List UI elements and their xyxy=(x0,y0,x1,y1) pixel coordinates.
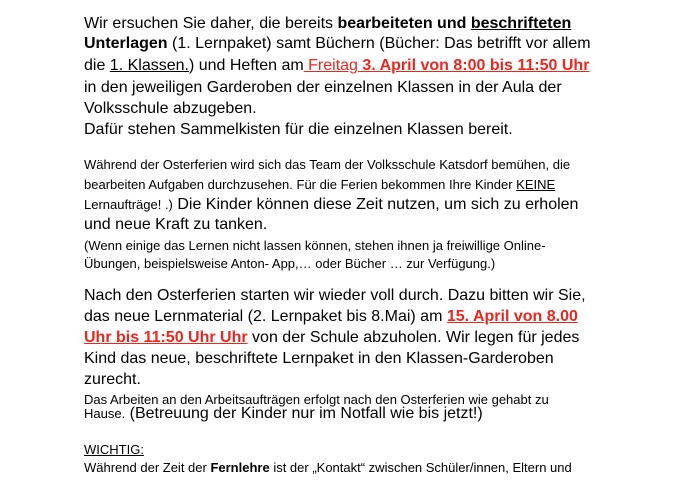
para3-line1: Nach den Osterferien starten wir wieder voll durch. Dazu bitten wir Sie, xyxy=(84,287,586,304)
para1-line2: Unterlagen (1. Lernpaket) samt Büchern (Bücher: Das betrifft vor allem xyxy=(84,35,591,52)
para3-line7: Hause. (Betreuung der Kinder nur im Notfall wie bis jetzt!) xyxy=(84,405,483,422)
para2-line4: und neue Kraft zu tanken. xyxy=(84,216,268,233)
para3-line3: Uhr bis 11:50 Uhr Uhr von der Schule abzuholen. Wir legen für jedes xyxy=(84,329,580,346)
important-heading: WICHTIG: xyxy=(84,442,144,457)
para2-line1: Während der Osterferien wird sich das Team der Volksschule Katsdorf bemühen, die xyxy=(84,157,571,172)
para3-line5: zurecht. xyxy=(84,371,141,388)
para1-line4: in den jeweiligen Garderoben der einzelnen Klassen in der Aula der xyxy=(84,79,562,96)
para1-line1: Wir ersuchen Sie daher, die bereits bearbeiteten und beschrifteten xyxy=(84,15,572,32)
para3-line6: Das Arbeiten an den Arbeitsaufträgen erfolgt nach den Osterferien wie gehabt zu xyxy=(84,392,549,407)
para3-line2: das neue Lernmaterial (2. Lernpaket bis 8.Mai) am 15. April von 8.00 xyxy=(84,308,578,325)
para1-line6: Dafür stehen Sammelkisten für die einzelnen Klassen bereit. xyxy=(84,121,513,138)
para4-line1: Während der Zeit der Fernlehre ist der „Kontakt“ zwischen Schüler/innen, Eltern und xyxy=(84,460,572,475)
para3-line4: Kind das neue, beschriftete Lernpaket in den Klassen-Garderoben xyxy=(84,350,554,367)
para2-line3: Lernaufträge! .) Die Kinder können diese Zeit nutzen, um sich zu erholen xyxy=(84,196,579,213)
para1-line3: die 1. Klassen.) und Heften am Freitag 3. April von 8:00 bis 11:50 Uhr xyxy=(84,57,590,74)
para1-line5: Volksschule abzugeben. xyxy=(84,100,257,117)
para2-line5: (Wenn einige das Lernen nicht lassen können, stehen ihnen ja freiwillige Online- xyxy=(84,238,546,253)
para2-line6: Übungen, beispielsweise Anton- App,… oder Bücher … zur Verfügung.) xyxy=(84,256,496,271)
para2-line2: bearbeiten Aufgaben durchzusehen. Für die Ferien bekommen Ihre Kinder KEINE xyxy=(84,177,556,192)
